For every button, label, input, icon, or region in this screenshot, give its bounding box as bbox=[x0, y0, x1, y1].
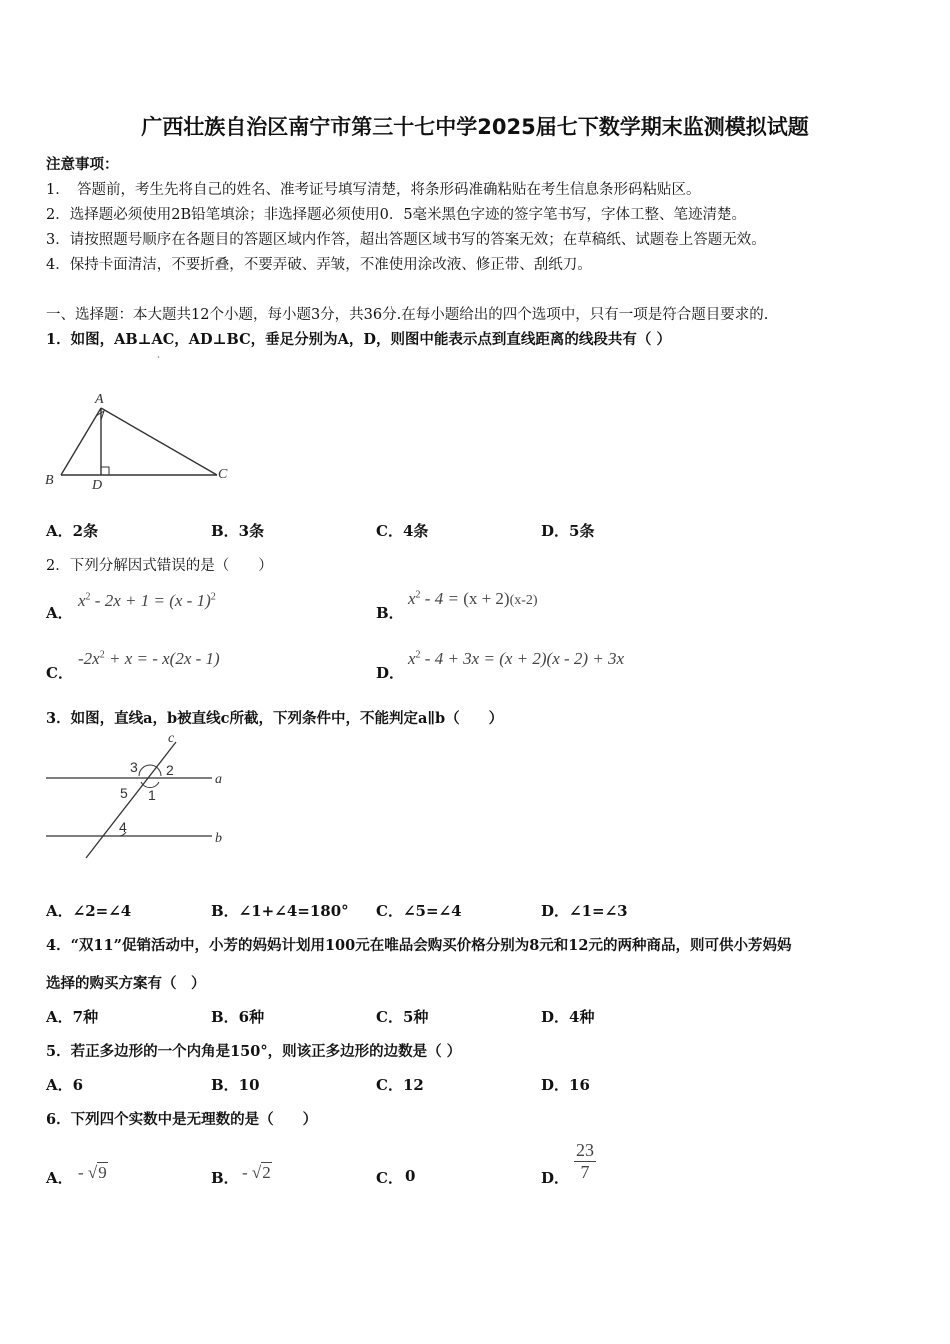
q1-option-d: D．5条 bbox=[541, 522, 595, 540]
angle-label-4: 4 bbox=[119, 819, 127, 835]
q5-option-c: C．12 bbox=[376, 1076, 424, 1094]
q3-option-b: B．∠1+∠4=180° bbox=[211, 902, 349, 920]
q3-parallel-lines-figure bbox=[40, 732, 240, 862]
q1-triangle-figure bbox=[40, 348, 240, 493]
q3-option-a: A．∠2=∠4 bbox=[46, 902, 132, 920]
q5-option-d: D．16 bbox=[541, 1076, 590, 1094]
angle-label-2: 2 bbox=[166, 762, 174, 778]
q4-option-a: A．7种 bbox=[46, 1008, 99, 1026]
right-angle-mark-a bbox=[96, 411, 104, 420]
q3-option-c: C．∠5=∠4 bbox=[376, 902, 462, 920]
q6-label-a: A． bbox=[46, 1169, 73, 1187]
q4-option-c: C．5种 bbox=[376, 1008, 429, 1026]
segment-ac bbox=[101, 408, 217, 475]
q2-label-b: B． bbox=[376, 604, 404, 622]
notice-item-2: 2．选择题必须使用2B铅笔填涂；非选择题必须使用0．5毫米黑色字迹的签字笔书写，字体工整、笔迹清楚。 bbox=[46, 207, 747, 223]
q2-label-d: D． bbox=[376, 664, 405, 682]
label-c: C bbox=[218, 467, 228, 482]
q6-fraction-d bbox=[574, 1140, 596, 1183]
q3-option-d: D．∠1=∠3 bbox=[541, 902, 628, 920]
angle-label-3: 3 bbox=[130, 759, 138, 775]
q2-expression-c: $-2x^2 + x$ = - x(2x - 1) bbox=[78, 649, 220, 668]
q1-option-c: C．4条 bbox=[376, 522, 429, 540]
fraction-numerator: 23 bbox=[576, 1140, 594, 1160]
q3-stem: 3．如图，直线a，b被直线c所截，下列条件中，不能判定a∥b（ ） bbox=[46, 710, 504, 727]
q1-option-b: B．3条 bbox=[211, 522, 265, 540]
fraction-denominator: 7 bbox=[580, 1162, 590, 1182]
segment-ab bbox=[61, 408, 101, 475]
q2-label-c: C． bbox=[46, 664, 73, 682]
q4-option-d: D．4种 bbox=[541, 1008, 595, 1026]
q5-stem: 5．若正多边形的一个内角是150°，则该正多边形的边数是（ ） bbox=[46, 1043, 462, 1060]
section-heading: 一、选择题：本大题共12个小题，每小题3分，共36分.在每小题给出的四个选项中，只有一项是符合题目要求的. bbox=[46, 307, 769, 323]
q1-option-a: A．2条 bbox=[46, 522, 99, 540]
q2-stem: 2．下列分解因式错误的是（ ） bbox=[46, 558, 273, 574]
q6-value-c: 0 bbox=[405, 1167, 416, 1185]
angle-label-5: 5 bbox=[120, 785, 128, 801]
notice-item-1: 1． 答题前，考生先将自己的姓名、准考证号填写清楚，将条形码准确粘贴在考生信息条形码粘贴区。 bbox=[46, 182, 701, 198]
q2-expression-b: $x^2 - 4 = (x + 2)(x-2)$ bbox=[408, 589, 538, 608]
q6-expression-a: - √9 bbox=[78, 1163, 107, 1182]
notice-item-4: 4．保持卡面清洁，不要折叠，不要弄破、弄皱，不准使用涂改液、修正带、刮纸刀。 bbox=[46, 257, 592, 273]
q4-option-b: B．6种 bbox=[211, 1008, 265, 1026]
stray-mark bbox=[158, 356, 159, 358]
q5-option-b: B．10 bbox=[211, 1076, 260, 1094]
angle-label-1: 1 bbox=[148, 787, 156, 803]
angle-arc-top bbox=[139, 765, 161, 776]
label-b: B bbox=[45, 473, 54, 488]
label-c: c bbox=[168, 732, 175, 746]
label-a: a bbox=[215, 772, 222, 787]
q1-stem: 1．如图，AB⊥AC，AD⊥BC，垂足分别为A，D，则图中能表示点到直线距离的线段共有（ ） bbox=[46, 331, 671, 348]
q2-expression-a: $x^2 - 2x + 1 = (x - 1)^2$ bbox=[78, 591, 216, 610]
q6-expression-b: - √2 bbox=[242, 1163, 271, 1182]
label-b: b bbox=[215, 831, 222, 846]
notice-heading: 注意事项： bbox=[46, 156, 119, 173]
q2-label-a: A． bbox=[46, 604, 73, 622]
q6-stem: 6．下列四个实数中是无理数的是（ ） bbox=[46, 1111, 318, 1128]
q6-label-c: C． bbox=[376, 1169, 403, 1187]
q4-stem-line-2: 选择的购买方案有（ ） bbox=[46, 975, 206, 992]
q2-expression-d: $x^2 - 4 + 3x = (x + 2)(x - 2) + 3x$ bbox=[408, 649, 625, 668]
page-title: 广西壮族自治区南宁市第三十七中学2025届七下数学期末监测模拟试题 bbox=[141, 115, 809, 139]
q6-label-b: B． bbox=[211, 1169, 239, 1187]
q5-option-a: A．6 bbox=[46, 1076, 84, 1094]
q6-label-d: D． bbox=[541, 1169, 570, 1187]
label-d: D bbox=[92, 478, 103, 493]
notice-item-3: 3．请按照题号顺序在各题目的答题区域内作答，超出答题区域书写的答案无效；在草稿纸、试题卷上答题无效。 bbox=[46, 232, 766, 248]
label-a: A bbox=[95, 392, 104, 407]
right-angle-mark-d bbox=[101, 467, 109, 475]
q4-stem-line-1: 4．“双11”促销活动中，小芳的妈妈计划用100元在唯品会购买价格分别为8元和12元的两种商品，则可供小芳妈妈 bbox=[46, 937, 792, 954]
